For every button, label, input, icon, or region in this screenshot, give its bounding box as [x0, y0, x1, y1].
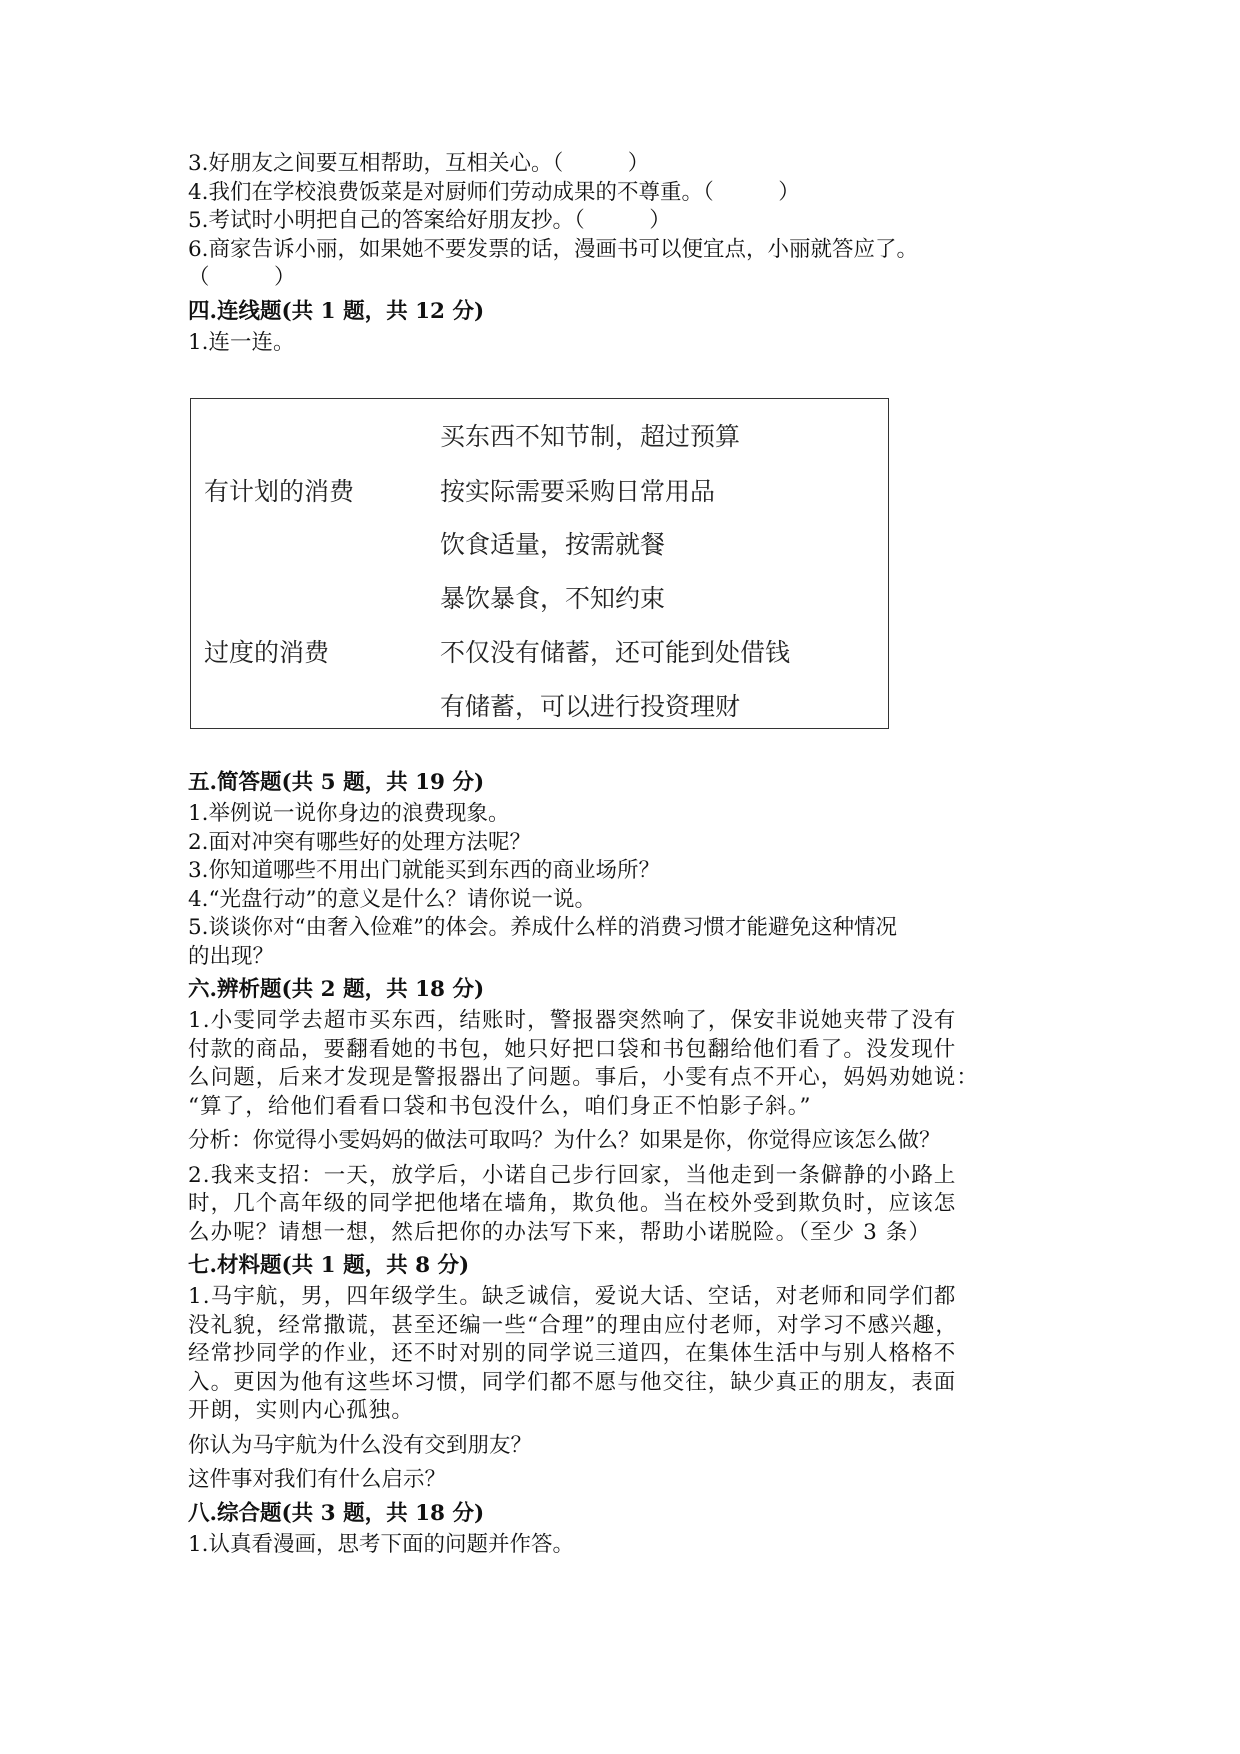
section-7-heading: 七.材料题(共 1 题，共 8 分) [188, 1253, 470, 1278]
matching-right-item[interactable]: 饮食适量，按需就餐 [440, 530, 666, 559]
short-answer-item: 3.你知道哪些不用出门就能买到东西的商业场所？ [188, 858, 661, 883]
matching-right-item[interactable]: 有储蓄，可以进行投资理财 [440, 692, 741, 721]
analysis-question-2 [188, 1162, 1068, 1248]
judgement-item-5: 5.考试时小明把自己的答案给好朋友抄。（ ） [188, 208, 671, 233]
judgement-item-6: 6.商家告诉小丽，如果她不要发票的话，漫画书可以便宜点，小丽就答应了。 [188, 236, 919, 262]
paragraph-line: 时，几个高年级的同学把他堵在墙角，欺负他。当在校外受到欺负时，应该怎 [188, 1191, 957, 1216]
exam-page-lower [188, 764, 1068, 1559]
paragraph-line: 开朗，实则内心孤独。 [188, 1398, 415, 1423]
comprehensive-question-1: 1.认真看漫画，思考下面的问题并作答。 [188, 1531, 575, 1557]
short-answer-item: 2.面对冲突有哪些好的处理方法呢？ [188, 829, 532, 855]
paragraph-line: 么问题，后来才发现是警报器出了问题。事后，小雯有点不开心，妈妈劝她说： [188, 1065, 980, 1090]
paragraph-line: 没礼貌，经常撒谎，甚至还编一些“合理”的理由应付老师，对学习不感兴趣， [188, 1312, 958, 1338]
section-8-heading: 八.综合题(共 3 题，共 18 分) [188, 1500, 485, 1526]
short-answer-item-cont: 的出现？ [188, 943, 275, 969]
short-answer-item: 1.举例说一说你身边的浪费现象。 [188, 801, 510, 826]
paragraph-line: 么办呢？请想一想，然后把你的办法写下来，帮助小诺脱险。（至少 3 条） [188, 1219, 932, 1245]
paragraph-line: 入。更因为他有这些坏习惯，同学们都不愿与他交往，缺少真正的朋友，表面 [188, 1369, 957, 1395]
section-4-heading: 四.连线题(共 1 题，共 12 分) [188, 298, 485, 324]
section-5-heading: 五.简答题(共 5 题，共 19 分) [188, 770, 485, 795]
exam-page [188, 150, 1068, 357]
analysis-prompt: 分析：你觉得小雯妈妈的做法可取吗？为什么？如果是你，你觉得应该怎么做？ [188, 1128, 941, 1153]
matching-left-item[interactable]: 过度的消费 [204, 638, 330, 667]
paragraph-line: 2.我来支招：一天，放学后，小诺自己步行回家，当他走到一条僻静的小路上 [188, 1162, 957, 1188]
matching-box [190, 398, 889, 729]
section-3-list [188, 150, 1068, 293]
short-answer-item: 4.“光盘行动”的意义是什么？请你说一说。 [188, 886, 596, 912]
paragraph-line: 经常抄同学的作业，还不时对别的同学说三道四，在集体生活中与别人格格不 [188, 1341, 957, 1366]
paragraph-line: “算了，给他们看看口袋和书包没什么，咱们身正不怕影子斜。” [188, 1093, 812, 1119]
analysis-question-1 [188, 1007, 1068, 1121]
judgement-item-4: 4.我们在学校浪费饭菜是对厨师们劳动成果的不尊重。（ ） [188, 179, 800, 205]
matching-right-item[interactable]: 按实际需要采购日常用品 [440, 477, 716, 506]
matching-right-item[interactable]: 暴饮暴食，不知约束 [440, 584, 666, 613]
judgement-item-6-bracket: （ ） [188, 265, 296, 290]
matching-right-item[interactable]: 买东西不知节制，超过预算 [440, 422, 741, 451]
paragraph-line: 1.小雯同学去超市买东西，结账时，警报器突然响了，保安非说她夹带了没有 [188, 1008, 957, 1033]
paragraph-line: 付款的商品，要翻看她的书包，她只好把口袋和书包翻给他们看了。没发现什 [188, 1036, 957, 1062]
paragraph-line: 1.马宇航，男，四年级学生。缺乏诚信，爱说大话、空话，对老师和同学们都 [188, 1284, 957, 1309]
material-passage [188, 1283, 1068, 1426]
matching-right-item[interactable]: 不仅没有储蓄，还可能到处借钱 [440, 638, 791, 667]
judgement-item-3: 3.好朋友之间要互相帮助，互相关心。（ ） [188, 151, 650, 176]
material-question-2: 这件事对我们有什么启示？ [188, 1467, 447, 1492]
matching-left-item[interactable]: 有计划的消费 [204, 477, 355, 506]
short-answer-item: 5.谈谈你对“由奢入俭难”的体会。养成什么样的消费习惯才能避免这种情况 [188, 915, 897, 940]
material-question-1: 你认为马宇航为什么没有交到朋友？ [188, 1432, 533, 1458]
matching-question: 1.连一连。 [188, 329, 295, 355]
section-6-heading: 六.辨析题(共 2 题，共 18 分) [188, 977, 485, 1002]
